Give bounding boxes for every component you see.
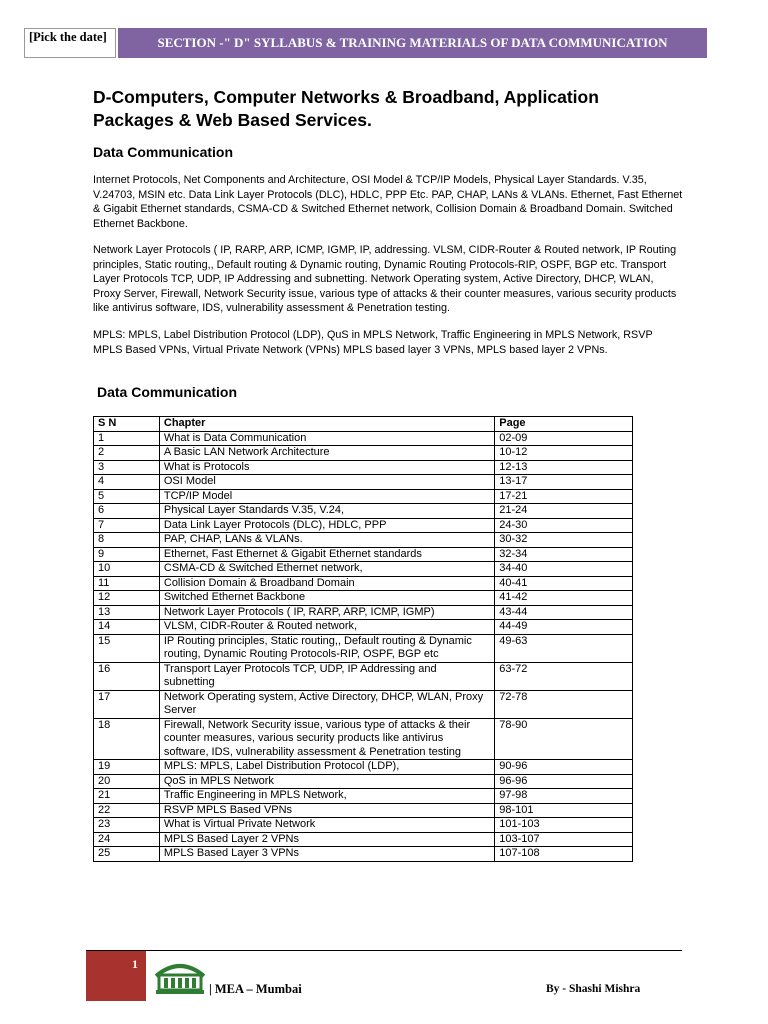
paragraph-intro: Internet Protocols, Net Components and Architecture, OSI Model & TCP/IP Models, Physical Layer Standards. V.35, V.24703, MSIN etc. Data Link Layer Protocols (DLC), HDLC, PPP Etc. PAP, CHAP, LANs & VLANs. Ethernet, Fast Ethernet & Gigabit Ethernet standards, CSMA-CD & Switched Ethernet network, Collision Domain & Broadband Domain. Switched Ethernet Backbone. (93, 174, 683, 230)
table-row (94, 690, 633, 718)
cell-page: 21-24 (495, 504, 633, 519)
cell-chapter: MPLS Based Layer 3 VPNs (159, 847, 494, 862)
table-row (94, 832, 633, 847)
cell-page: 13-17 (495, 475, 633, 490)
cell-chapter: What is Protocols (159, 460, 494, 475)
footer-author: By - Shashi Mishra (546, 983, 641, 995)
cell-sn: 25 (94, 847, 160, 862)
cell-chapter: A Basic LAN Network Architecture (159, 446, 494, 461)
header-sn: S N (94, 417, 160, 432)
table-row (94, 718, 633, 760)
cell-page: 41-42 (495, 591, 633, 606)
page-number: 1 (86, 951, 146, 1001)
cell-page: 10-12 (495, 446, 633, 461)
cell-sn: 13 (94, 605, 160, 620)
cell-chapter: VLSM, CIDR-Router & Routed network, (159, 620, 494, 635)
cell-chapter: Traffic Engineering in MPLS Network, (159, 789, 494, 804)
table-row (94, 431, 633, 446)
section-heading-data-communication: Data Communication (93, 144, 234, 160)
mea-logo-icon (153, 958, 207, 996)
cell-sn: 17 (94, 690, 160, 718)
paragraph-network-layer: Network Layer Protocols ( IP, RARP, ARP, ICMP, IGMP, IP, addressing. VLSM, CIDR-Router & Routed network, IP Routing principles, Static routing,, Default routing & Dynamic routing, Dynamic Routing Protocols-RIP, OSPF, BGP etc. Transport Layer Protocols TCP, UDP, IP Addressing and subnetting. Network Operating system, Active Directory, DHCP, WLAN, Proxy Server, Firewall, Network Security issue, various type of attacks & their counter measures, various security products like antivirus software, IDS, vulnerability assessment & Penetration testing. (93, 244, 677, 314)
cell-sn: 24 (94, 832, 160, 847)
table-row (94, 504, 633, 519)
cell-sn: 23 (94, 818, 160, 833)
date-placeholder[interactable]: [Pick the date] (24, 28, 116, 58)
table-body (94, 431, 633, 861)
cell-chapter: Network Operating system, Active Directory, DHCP, WLAN, Proxy Server (159, 690, 494, 718)
cell-page: 40-41 (495, 576, 633, 591)
cell-sn: 9 (94, 547, 160, 562)
contents-table (93, 416, 633, 862)
cell-page: 98-101 (495, 803, 633, 818)
cell-page: 17-21 (495, 489, 633, 504)
cell-page: 96-96 (495, 774, 633, 789)
cell-sn: 7 (94, 518, 160, 533)
cell-page: 12-13 (495, 460, 633, 475)
cell-page: 32-34 (495, 547, 633, 562)
cell-chapter: IP Routing principles, Static routing,, Default routing & Dynamic routing, Dynamic Routing Protocols-RIP, OSPF, BGP etc (159, 634, 494, 662)
table-row (94, 605, 633, 620)
table-row (94, 489, 633, 504)
table-row (94, 662, 633, 690)
cell-chapter: What is Virtual Private Network (159, 818, 494, 833)
cell-sn: 14 (94, 620, 160, 635)
table-heading-data-communication: Data Communication (97, 384, 238, 400)
cell-page: 78-90 (495, 718, 633, 760)
table-header-row (94, 417, 633, 432)
table-row (94, 533, 633, 548)
cell-page: 97-98 (495, 789, 633, 804)
cell-sn: 16 (94, 662, 160, 690)
table-row (94, 818, 633, 833)
page-title: D-Computers, Computer Networks & Broadband, Application Packages & Web Based Services. (93, 87, 599, 130)
cell-sn: 18 (94, 718, 160, 760)
cell-sn: 10 (94, 562, 160, 577)
cell-sn: 1 (94, 431, 160, 446)
table-row (94, 620, 633, 635)
table-row (94, 760, 633, 775)
cell-chapter: RSVP MPLS Based VPNs (159, 803, 494, 818)
table-row (94, 789, 633, 804)
cell-sn: 19 (94, 760, 160, 775)
cell-chapter: CSMA-CD & Switched Ethernet network, (159, 562, 494, 577)
cell-chapter: MPLS: MPLS, Label Distribution Protocol (LDP), (159, 760, 494, 775)
cell-page: 107-108 (495, 847, 633, 862)
cell-page: 103-107 (495, 832, 633, 847)
cell-chapter: Firewall, Network Security issue, various type of attacks & their counter measures, various security products like antivirus software, IDS, vulnerability assessment & Penetration testing (159, 718, 494, 760)
table-row (94, 634, 633, 662)
footer-divider (86, 950, 682, 951)
cell-page: 34-40 (495, 562, 633, 577)
cell-chapter: MPLS Based Layer 2 VPNs (159, 832, 494, 847)
cell-sn: 21 (94, 789, 160, 804)
table-row (94, 847, 633, 862)
cell-page: 43-44 (495, 605, 633, 620)
cell-chapter: What is Data Communication (159, 431, 494, 446)
cell-page: 24-30 (495, 518, 633, 533)
table-row (94, 460, 633, 475)
cell-page: 02-09 (495, 431, 633, 446)
cell-chapter: Transport Layer Protocols TCP, UDP, IP Addressing and subnetting (159, 662, 494, 690)
cell-sn: 11 (94, 576, 160, 591)
cell-sn: 6 (94, 504, 160, 519)
cell-page: 72-78 (495, 690, 633, 718)
cell-sn: 15 (94, 634, 160, 662)
cell-sn: 12 (94, 591, 160, 606)
cell-sn: 20 (94, 774, 160, 789)
table-row (94, 591, 633, 606)
section-header-bar (118, 28, 707, 58)
header-chapter: Chapter (159, 417, 494, 432)
cell-sn: 2 (94, 446, 160, 461)
cell-chapter: Network Layer Protocols ( IP, RARP, ARP, ICMP, IGMP) (159, 605, 494, 620)
footer-organization: | MEA – Mumbai (209, 982, 302, 996)
table-row (94, 803, 633, 818)
cell-chapter: Physical Layer Standards V.35, V.24, (159, 504, 494, 519)
cell-chapter: Data Link Layer Protocols (DLC), HDLC, PPP (159, 518, 494, 533)
cell-sn: 3 (94, 460, 160, 475)
table-row (94, 576, 633, 591)
cell-chapter: Collision Domain & Broadband Domain (159, 576, 494, 591)
table-row (94, 475, 633, 490)
cell-page: 101-103 (495, 818, 633, 833)
cell-page: 30-32 (495, 533, 633, 548)
cell-sn: 5 (94, 489, 160, 504)
table-row (94, 547, 633, 562)
cell-page: 90-96 (495, 760, 633, 775)
paragraph-mpls: MPLS: MPLS, Label Distribution Protocol (LDP), QuS in MPLS Network, Traffic Engineering in MPLS Network, RSVP MPLS Based VPNs, Virtual Private Network (VPNs) MPLS based layer 3 VPNs, MPLS based layer 2 VPNs. (93, 329, 653, 356)
cell-page: 44-49 (495, 620, 633, 635)
cell-chapter: Ethernet, Fast Ethernet & Gigabit Ethernet standards (159, 547, 494, 562)
cell-sn: 4 (94, 475, 160, 490)
table-row (94, 562, 633, 577)
header-page: Page (495, 417, 633, 432)
table-row (94, 518, 633, 533)
cell-chapter: TCP/IP Model (159, 489, 494, 504)
cell-chapter: OSI Model (159, 475, 494, 490)
section-title: SECTION -" D" SYLLABUS & TRAINING MATERIALS OF DATA COMMUNICATION (157, 35, 668, 50)
table-row (94, 446, 633, 461)
cell-chapter: Switched Ethernet Backbone (159, 591, 494, 606)
cell-page: 63-72 (495, 662, 633, 690)
table-row (94, 774, 633, 789)
cell-chapter: PAP, CHAP, LANs & VLANs. (159, 533, 494, 548)
cell-sn: 22 (94, 803, 160, 818)
cell-sn: 8 (94, 533, 160, 548)
cell-chapter: QoS in MPLS Network (159, 774, 494, 789)
cell-page: 49-63 (495, 634, 633, 662)
